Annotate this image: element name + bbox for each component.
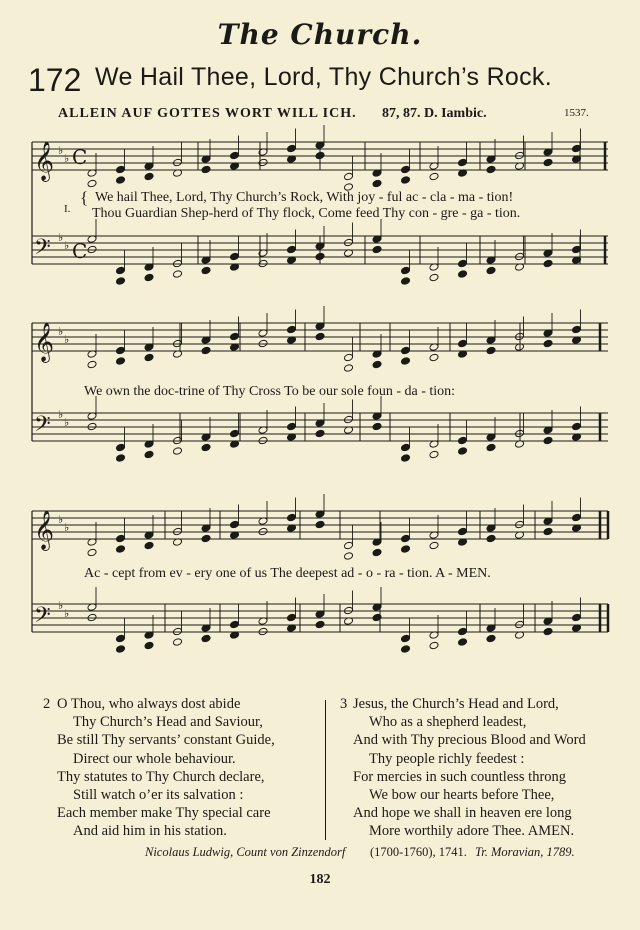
note-head xyxy=(486,443,496,452)
note-head xyxy=(372,422,382,431)
bass-clef: 𝄢 xyxy=(34,603,51,633)
note-head xyxy=(458,638,468,647)
key-flat: ♭ xyxy=(58,513,64,526)
note-head xyxy=(201,534,211,543)
note-head xyxy=(458,436,468,445)
key-flat: ♭ xyxy=(64,333,70,346)
note-head xyxy=(116,545,126,554)
note-head xyxy=(429,353,439,362)
stanza-number: 2 xyxy=(43,696,51,712)
note-head xyxy=(515,620,525,629)
note-head xyxy=(543,436,553,445)
time-signature: C xyxy=(72,239,88,263)
hymn-number: 172 xyxy=(28,62,82,98)
note-head xyxy=(116,454,126,463)
stanza-line: Jesus, the Church’s Head and Lord, xyxy=(353,696,559,712)
note-head xyxy=(201,346,211,355)
note-head xyxy=(486,165,496,174)
stanza-line: And hope we shall in heaven ere long xyxy=(353,805,572,822)
note-head xyxy=(458,158,468,167)
note-head xyxy=(230,620,240,629)
note-head xyxy=(87,179,97,188)
note-head xyxy=(315,151,325,160)
note-head xyxy=(287,245,297,254)
note-head xyxy=(315,520,325,529)
stanza-line: Who as a shepherd leadest, xyxy=(369,714,527,731)
note-head xyxy=(230,252,240,261)
stanza-line: Still watch o’er its salvation : xyxy=(73,787,244,803)
note-head xyxy=(315,252,325,261)
lyric-brace: { xyxy=(80,188,89,207)
note-head xyxy=(372,245,382,254)
note-head xyxy=(230,429,240,438)
note-head xyxy=(429,172,439,181)
note-head xyxy=(401,357,411,366)
note-head xyxy=(201,165,211,174)
lyric-line: Thou Guardian Shep-herd of Thy flock, Come feed Thy con - gre - ga - tion. xyxy=(92,206,521,221)
treble-clef: 𝄞 xyxy=(34,141,55,181)
stanza-line: Be still Thy servants’ constant Guide, xyxy=(57,732,275,749)
stanza-line: Thy people richly feedest : xyxy=(369,750,525,767)
note-head xyxy=(287,513,297,522)
note-head xyxy=(401,176,411,185)
note-head xyxy=(543,339,553,348)
stanza-line: Thy statutes to Thy Church declare, xyxy=(57,768,265,785)
column-rule xyxy=(325,700,326,840)
note-head xyxy=(201,634,211,643)
note-head xyxy=(173,270,183,279)
note-head xyxy=(116,176,126,185)
stanza-line: More worthily adore Thee. AMEN. xyxy=(369,823,575,840)
key-flat: ♭ xyxy=(64,152,70,165)
note-head xyxy=(173,627,183,636)
note-head xyxy=(515,520,525,529)
note-head xyxy=(401,454,411,463)
note-head xyxy=(344,238,354,247)
note-head xyxy=(458,270,468,279)
bass-clef: 𝄢 xyxy=(34,235,51,265)
note-head xyxy=(458,627,468,636)
note-head xyxy=(486,346,496,355)
note-head xyxy=(401,443,411,452)
note-head xyxy=(201,443,211,452)
key-flat: ♭ xyxy=(64,416,70,429)
note-head xyxy=(87,548,97,557)
author: Nicolaus Ludwig, Count von Zinzendorf xyxy=(145,845,346,859)
note-head xyxy=(344,415,354,424)
note-head xyxy=(372,179,382,188)
note-head xyxy=(116,266,126,275)
note-head xyxy=(173,158,183,167)
time-signature: C xyxy=(72,145,88,169)
key-flat: ♭ xyxy=(58,599,64,612)
note-head xyxy=(429,450,439,459)
note-head xyxy=(144,273,154,282)
stanza-line: Thy Church’s Head and Saviour, xyxy=(73,714,263,731)
note-head xyxy=(258,436,268,445)
key-flat: ♭ xyxy=(58,408,64,421)
note-head xyxy=(572,613,582,622)
key-flat: ♭ xyxy=(58,231,64,244)
key-flat: ♭ xyxy=(58,325,64,338)
author-dates: (1700-1760), 1741. xyxy=(370,845,467,859)
note-head xyxy=(486,634,496,643)
note-head xyxy=(287,325,297,334)
note-head xyxy=(230,520,240,529)
note-head xyxy=(429,273,439,282)
stanza-line: Each member make Thy special care xyxy=(57,805,271,822)
note-head xyxy=(144,450,154,459)
note-head xyxy=(486,534,496,543)
key-flat: ♭ xyxy=(64,521,70,534)
note-head xyxy=(572,513,582,522)
note-head xyxy=(315,620,325,629)
note-head xyxy=(572,422,582,431)
meter: 87, 87. D. Iambic. xyxy=(382,106,487,121)
note-head xyxy=(429,541,439,550)
note-head xyxy=(116,645,126,654)
note-head xyxy=(173,638,183,647)
note-head xyxy=(372,548,382,557)
note-head xyxy=(287,144,297,153)
note-head xyxy=(458,339,468,348)
note-head xyxy=(401,534,411,543)
note-head xyxy=(144,541,154,550)
key-flat: ♭ xyxy=(58,144,64,157)
note-head xyxy=(401,634,411,643)
note-head xyxy=(173,527,183,536)
note-head xyxy=(144,172,154,181)
note-head xyxy=(344,364,354,373)
note-head xyxy=(144,353,154,362)
note-head xyxy=(116,534,126,543)
note-head xyxy=(116,634,126,643)
note-head xyxy=(372,360,382,369)
note-head xyxy=(344,541,354,550)
note-head xyxy=(173,436,183,445)
note-head xyxy=(230,151,240,160)
note-head xyxy=(116,443,126,452)
note-head xyxy=(515,151,525,160)
stanza-line: We bow our hearts before Thee, xyxy=(369,787,555,803)
note-head xyxy=(515,252,525,261)
note-head xyxy=(87,245,97,254)
note-head xyxy=(543,527,553,536)
note-head xyxy=(543,259,553,268)
note-head xyxy=(87,613,97,622)
note-head xyxy=(116,165,126,174)
lyric-line: Ac - cept from ev - ery one of us The deepest ad - o - ra - tion. A - MEN. xyxy=(84,566,491,581)
note-head xyxy=(173,259,183,268)
note-head xyxy=(230,332,240,341)
note-head xyxy=(543,158,553,167)
note-head xyxy=(173,447,183,456)
note-head xyxy=(315,332,325,341)
note-head xyxy=(344,606,354,615)
note-head xyxy=(87,422,97,431)
note-head xyxy=(287,613,297,622)
note-head xyxy=(173,339,183,348)
key-flat: ♭ xyxy=(64,239,70,252)
note-head xyxy=(116,357,126,366)
note-head xyxy=(116,277,126,286)
note-head xyxy=(543,627,553,636)
running-head: The Church. xyxy=(217,18,423,51)
note-head xyxy=(201,266,211,275)
stanza-number: 3 xyxy=(340,696,348,712)
stanza-line: And aid him in his station. xyxy=(73,823,227,840)
note-head xyxy=(429,641,439,650)
note-head xyxy=(315,429,325,438)
key-flat: ♭ xyxy=(64,607,70,620)
lyric-line: We hail Thee, Lord, Thy Church’s Rock, With joy - ful ac - cla - ma - tion! xyxy=(95,190,514,205)
note-head xyxy=(344,353,354,362)
hymn-title: We Hail Thee, Lord, Thy Church’s Rock. xyxy=(95,63,552,91)
stanza-line: For mercies in such countless throng xyxy=(353,768,567,785)
stanza-line: O Thou, who always dost abide xyxy=(57,696,241,712)
tune-name: ALLEIN AUF GOTTES WORT WILL ICH. xyxy=(58,106,357,121)
tune-number: 1537. xyxy=(564,107,589,119)
note-head xyxy=(258,339,268,348)
note-head xyxy=(458,259,468,268)
treble-clef: 𝄞 xyxy=(34,510,55,550)
stanza-line: And with Thy precious Blood and Word xyxy=(353,732,586,749)
note-head xyxy=(144,641,154,650)
note-head xyxy=(258,527,268,536)
treble-clef: 𝄞 xyxy=(34,322,55,362)
stanza-line: Direct our whole behaviour. xyxy=(73,750,236,767)
note-head xyxy=(401,266,411,275)
translator: Tr. Moravian, 1789. xyxy=(475,845,575,859)
lyric-line: We own the doc-trine of Thy Cross To be our sole foun - da - tion: xyxy=(84,384,456,399)
note-head xyxy=(258,627,268,636)
note-head xyxy=(572,325,582,334)
note-head xyxy=(116,346,126,355)
note-head xyxy=(401,165,411,174)
note-head xyxy=(486,266,496,275)
bass-clef: 𝄢 xyxy=(34,412,51,442)
note-head xyxy=(458,447,468,456)
verse-number: I. xyxy=(64,203,71,215)
note-head xyxy=(287,422,297,431)
note-head xyxy=(401,346,411,355)
page-number: 182 xyxy=(309,872,331,887)
note-head xyxy=(458,527,468,536)
note-head xyxy=(401,645,411,654)
note-head xyxy=(344,552,354,561)
note-head xyxy=(401,545,411,554)
note-head xyxy=(87,360,97,369)
note-head xyxy=(401,277,411,286)
note-head xyxy=(344,172,354,181)
